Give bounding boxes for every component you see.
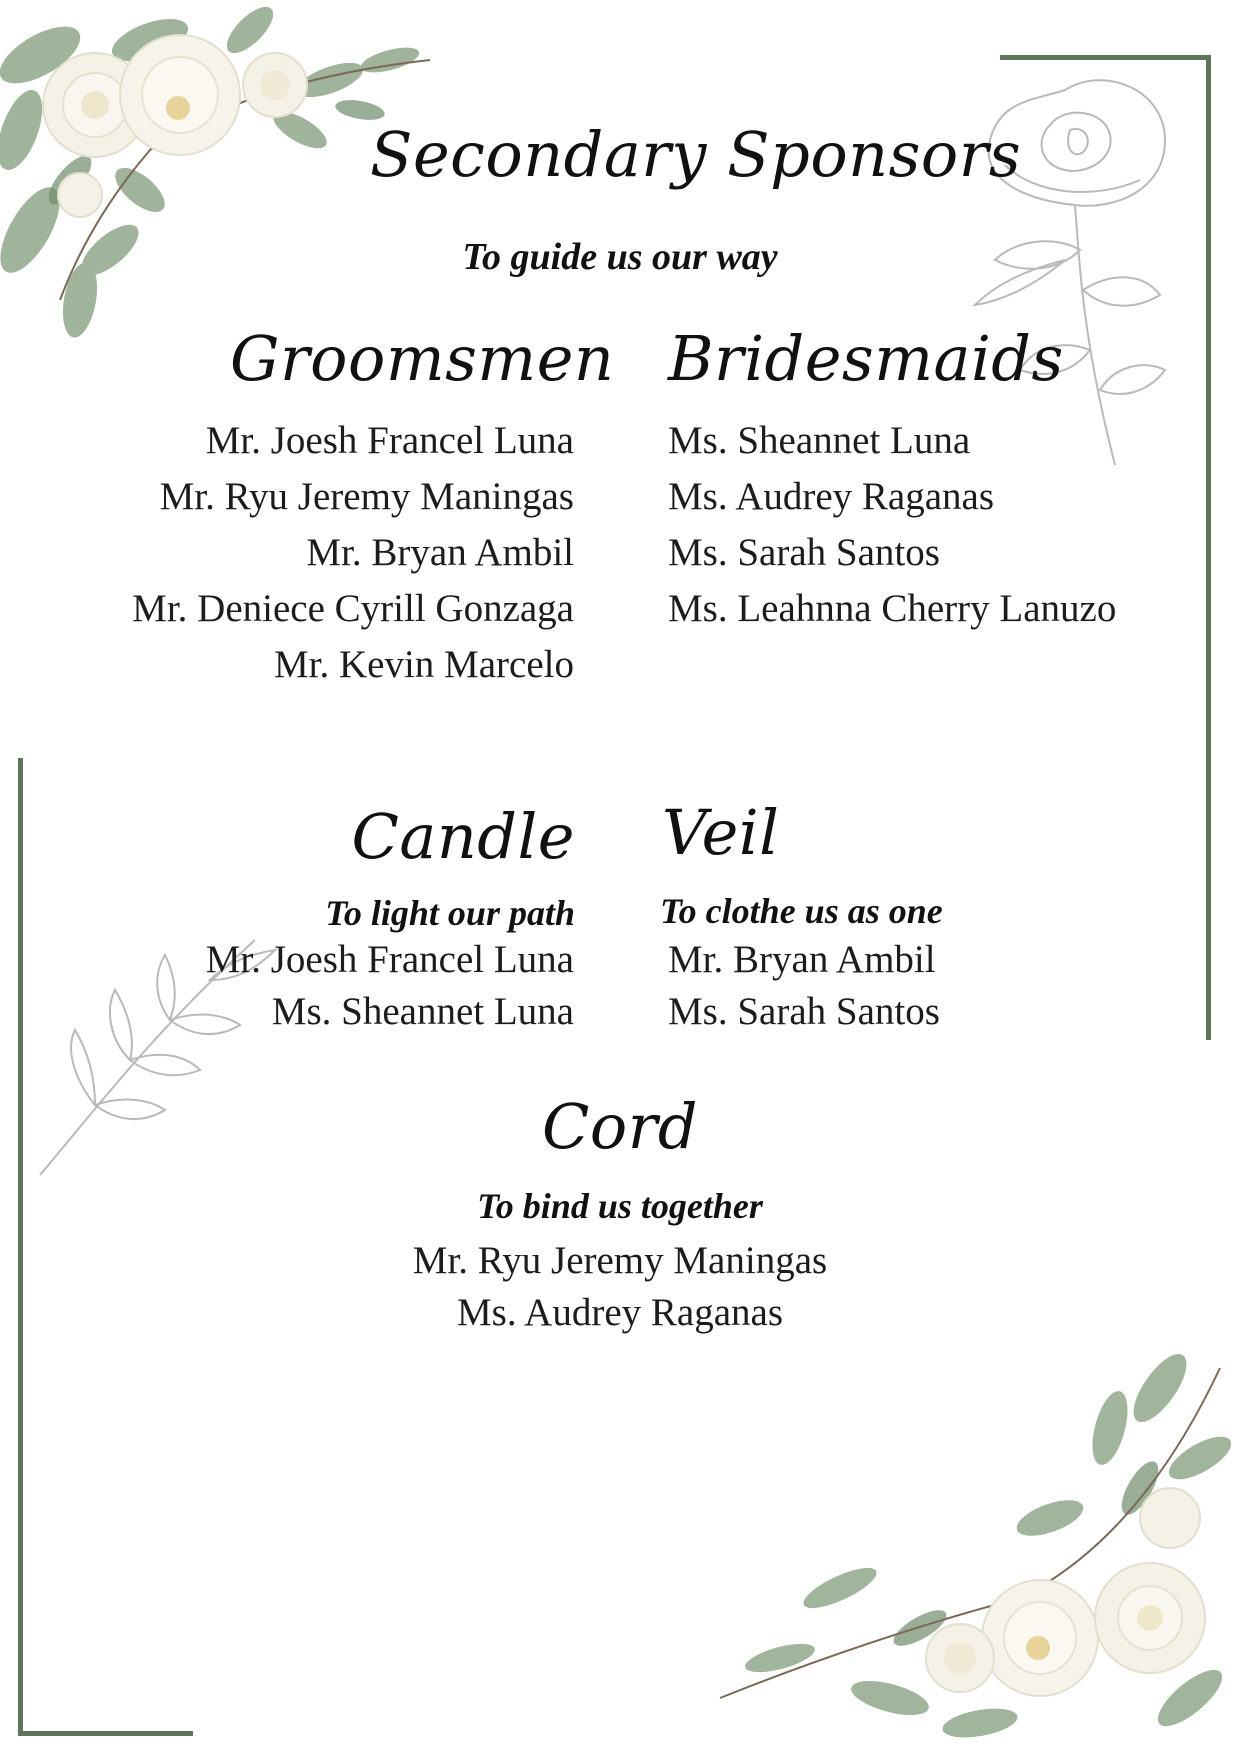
- groomsman-name: Mr. Kevin Marcelo: [273, 643, 574, 686]
- bridesmaid-name: Ms. Sarah Santos: [668, 531, 940, 574]
- candle-sponsor-name: Mr. Joesh Francel Luna: [205, 938, 574, 981]
- frame-left-line: [18, 758, 23, 1736]
- veil-tagline: To clothe us as one: [660, 891, 943, 931]
- groomsman-name: Mr. Ryu Jeremy Maningas: [159, 475, 574, 518]
- cord-sponsor-name: Mr. Ryu Jeremy Maningas: [412, 1239, 828, 1282]
- frame-right-line: [1206, 55, 1211, 1040]
- candle-tagline: To light our path: [325, 893, 575, 933]
- page-tagline: To guide us our way: [462, 236, 778, 278]
- frame-top-right-line: [1000, 55, 1211, 60]
- groomsmen-list: [60, 413, 574, 693]
- veil-heading: Veil: [662, 796, 780, 869]
- cord-list: [370, 1235, 870, 1339]
- bridesmaid-name: Ms. Leahnna Cherry Lanuzo: [668, 587, 1117, 630]
- bridesmaids-list: [668, 413, 1188, 637]
- floral-bouquet-bottom-right: [720, 1368, 1240, 1748]
- candle-list: [150, 934, 574, 1038]
- veil-list: [668, 934, 1068, 1038]
- veil-sponsor-name: Mr. Bryan Ambil: [668, 938, 936, 981]
- frame-bottom-left-line: [18, 1731, 193, 1736]
- bridesmaid-name: Ms. Sheannet Luna: [668, 419, 971, 462]
- veil-sponsor-name: Ms. Sarah Santos: [668, 990, 940, 1033]
- candle-sponsor-name: Ms. Sheannet Luna: [271, 990, 574, 1033]
- cord-tagline: To bind us together: [477, 1186, 763, 1226]
- groomsman-name: Mr. Joesh Francel Luna: [205, 419, 574, 462]
- cord-heading: Cord: [541, 1090, 699, 1163]
- candle-heading: Candle: [351, 800, 575, 873]
- groomsmen-heading: Groomsmen: [230, 322, 615, 395]
- groomsman-name: Mr. Bryan Ambil: [306, 531, 574, 574]
- bridesmaid-name: Ms. Audrey Raganas: [668, 475, 995, 518]
- page-title: Secondary Sponsors: [370, 118, 1022, 191]
- bridesmaids-heading: Bridesmaids: [668, 322, 1064, 395]
- cord-sponsor-name: Ms. Audrey Raganas: [456, 1291, 784, 1334]
- groomsman-name: Mr. Deniece Cyrill Gonzaga: [132, 587, 574, 630]
